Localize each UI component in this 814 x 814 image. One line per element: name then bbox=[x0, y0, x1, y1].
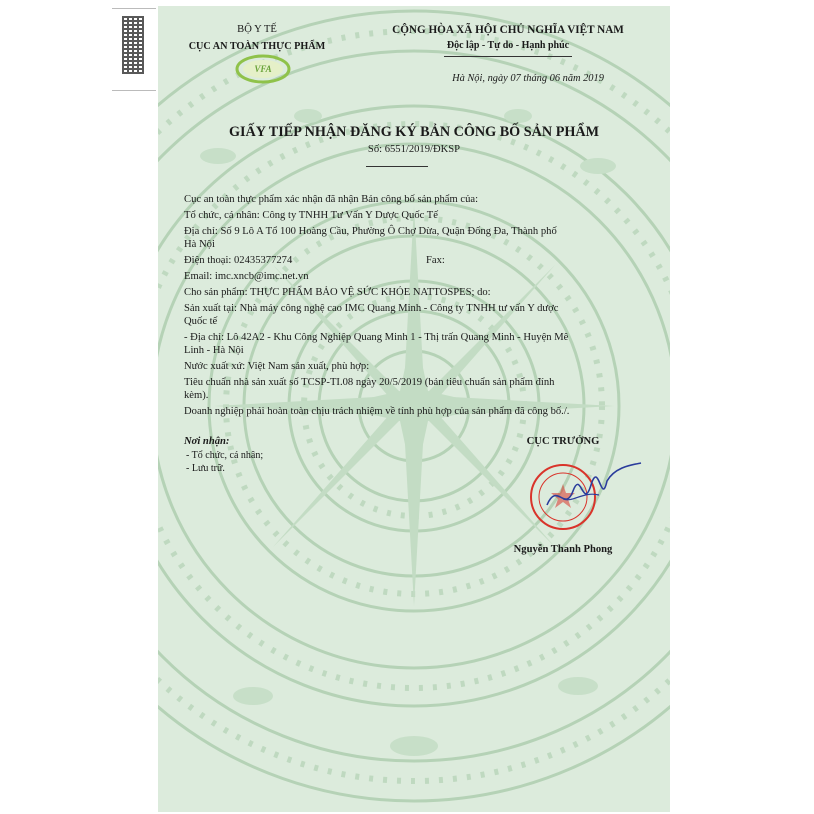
national-motto: Độc lập - Tự do - Hạnh phúc bbox=[446, 40, 570, 51]
country-name: CỘNG HÒA XÃ HỘI CHỦ NGHĨA VIỆT NAM bbox=[392, 24, 624, 36]
body-line: Sản xuất tại: Nhà máy công nghệ cao IMC Quang Minh - Công ty TNHH tư vấn Y dược bbox=[184, 303, 559, 314]
divider bbox=[112, 8, 156, 9]
divider bbox=[112, 90, 156, 91]
body-line: Nước xuất xứ: Việt Nam sản xuất, phù hợp: bbox=[184, 361, 370, 372]
place-date: Hà Nội, ngày 07 tháng 06 năm 2019 bbox=[452, 73, 604, 84]
signer-name: Nguyễn Thanh Phong bbox=[513, 544, 613, 555]
department-name: CỤC AN TOÀN THỰC PHẨM bbox=[188, 41, 326, 52]
recipients-heading: Nơi nhận: bbox=[184, 436, 230, 447]
recipient-item: - Lưu trữ. bbox=[186, 463, 225, 474]
body-line: Tiêu chuẩn nhà sản xuất số TCSP-TI.08 ngày 20/5/2019 (bản tiêu chuẩn sản phẩm đính bbox=[184, 377, 555, 388]
body-line: Quốc tế bbox=[184, 316, 218, 327]
document-title: GIẤY TIẾP NHẬN ĐĂNG KÝ BẢN CÔNG BỐ SẢN PHẨM bbox=[228, 124, 600, 140]
recipient-item: - Tổ chức, cá nhân; bbox=[186, 450, 264, 461]
body-line: Hà Nội bbox=[184, 239, 215, 250]
body-line: Cho sản phẩm: THỰC PHẨM BẢO VỆ SỨC KHỎE NATTOSPES; do: bbox=[184, 287, 491, 298]
document-number: Số: 6551/2019/ĐKSP bbox=[367, 144, 461, 155]
body-line: kèm). bbox=[184, 390, 209, 401]
signer-position: CỤC TRƯỞNG bbox=[526, 436, 600, 447]
qr-code bbox=[122, 16, 144, 74]
body-line: Điện thoại: 02435377274 bbox=[184, 255, 293, 266]
body-line: Cục an toàn thực phẩm xác nhận đã nhận Bản công bố sản phẩm của: bbox=[184, 194, 479, 205]
fax-label: Fax: bbox=[426, 255, 445, 266]
motto-underline bbox=[444, 56, 572, 57]
ministry-name: BỘ Y TẾ bbox=[237, 24, 277, 35]
body-line: - Địa chỉ: Lô 42A2 - Khu Công Nghiệp Quang Minh 1 - Thị trấn Quang Minh - Huyện Mê bbox=[184, 332, 569, 343]
body-line: Linh - Hà Nội bbox=[184, 345, 244, 356]
handwritten-signature bbox=[543, 461, 643, 521]
body-line: Địa chỉ: Số 9 Lô A Tổ 100 Hoàng Cầu, Phường Ô Chợ Dừa, Quận Đống Đa, Thành phố bbox=[184, 226, 557, 237]
title-underline bbox=[366, 166, 428, 167]
body-line: Doanh nghiệp phải hoàn toàn chịu trách nhiệm về tính phù hợp của sản phẩm đã công bố./. bbox=[184, 406, 570, 417]
certificate-document bbox=[158, 6, 670, 812]
body-line: Tổ chức, cá nhân: Công ty TNHH Tư Vấn Y Dược Quốc Tế bbox=[184, 210, 438, 221]
body-line: Email: imc.xncb@imc.net.vn bbox=[184, 271, 309, 282]
vfa-logo-text: VFA bbox=[254, 64, 272, 74]
